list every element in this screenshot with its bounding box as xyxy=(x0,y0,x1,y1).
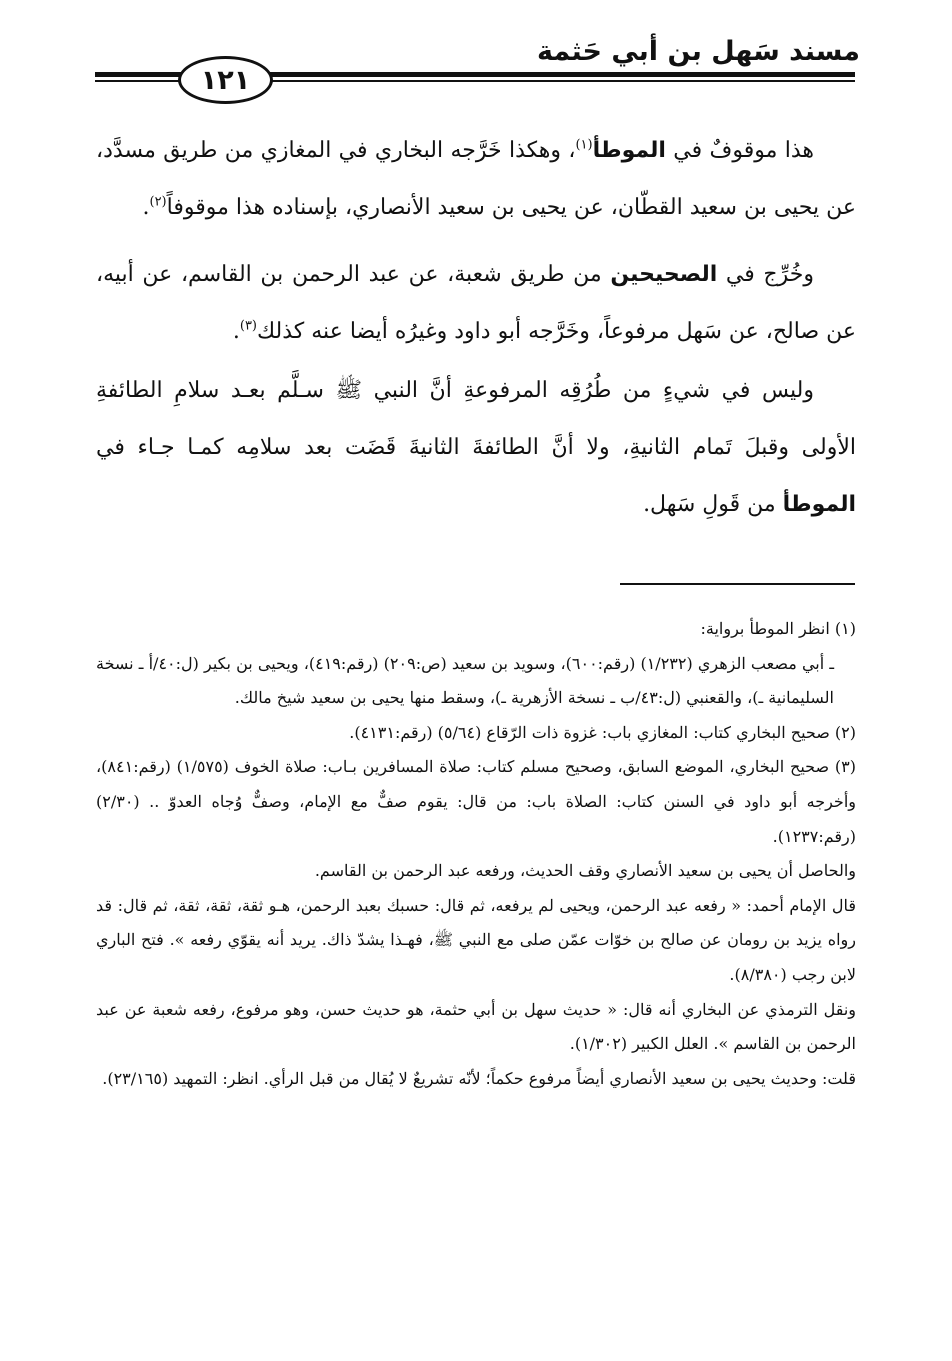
text-run: من طريق شعبة، عن عبد الرحمن بن القاسم، عن أبيه، عن صالح، عن سَهل مرفوعاً، وخَرَّجه أبو داود وغيرُه أيضا عنه كذلك xyxy=(96,262,856,344)
footnote-line: والحاصل أن يحيى بن سعيد الأنصاري وقف الحديث، ورفعه عبد الرحمن بن القاسم. xyxy=(314,861,856,881)
paragraph-1 xyxy=(96,122,856,236)
book-title-muwatta: الموطأ xyxy=(592,138,666,163)
footnote-line: ونقل الترمذي عن البخاري أنه قال: « حديث سهل بن أبي حثمة، هو حديث حسن، وهو مرفوع، رفعه شعبة عن عبد الرحمن بن القاسم ». العلل الكبير (١/٣٠٢). xyxy=(96,999,856,1054)
page-number: ١٢١ xyxy=(178,56,273,104)
footnote-line: (١) انظر الموطأ برواية: xyxy=(700,619,856,638)
footnote-ref-2: (٢) xyxy=(149,194,167,210)
paragraph-3 xyxy=(96,362,856,533)
main-text xyxy=(96,122,856,533)
book-title-sahihain: الصحيحين xyxy=(610,262,718,287)
text-run: . xyxy=(142,195,150,220)
running-header-title: مسند سَهل بن أبي حَثمة xyxy=(537,36,860,67)
paragraph-2 xyxy=(96,246,856,360)
footnote-ref-3: (٣) xyxy=(239,318,257,334)
book-title-muwatta: الموطأ xyxy=(782,492,856,517)
text-run: من قَولِ سَهل. xyxy=(643,492,783,517)
text-run: ، وهكذا خَرَّجه البخاري في المغازي من طريق مسدَّد، عن يحيى بن سعيد القطّان، عن يحيى بن سعيد الأنصاري، بإسناده هذا موقوفاً xyxy=(96,138,856,220)
footnote-ref-1: (١) xyxy=(575,137,593,153)
footnote-line: قال الإمام أحمد: « رفعه عبد الرحمن، ويحيى لم يرفعه، ثم قال: حسبك بعبد الرحمن، هـو ثقة، ثقة، ثقة، ثم قال: قد رواه يزيد بن رومان عن صالح بن خوّات عمّن صلى مع النبي ﷺ، فهـذا يشدّ ذاك. يريد أنه يقوّي رفعه ». فتح الباري لابن رجب (٨/٣٨٠). xyxy=(96,895,856,984)
text-run: وليس في شيءٍ من طُرُقِه المرفوعةِ أنَّ النبي ﷺ سـلَّم بعـد سلامِ الطائفةِ الأولى وقبلَ تَمام الثانيةِ، ولا أنَّ الطائفةَ الثانيةَ قَضَت بعد سلامِه كمـا جـاء في xyxy=(96,378,856,460)
footnote-line: (٣) صحيح البخاري، الموضع السابق، وصحيح مسلم كتاب: صلاة المسافرين بـاب: صلاة الخوف (١/٥٧٥) (رقم:٨٤١)، وأخرجه أبو داود في السنن كتاب: الصلاة باب: من قال: يقوم صفٌّ مع الإمام، وصفٌّ وُجاه العدوّ .. (٢/٣٠) (رقم:١٢٣٧). xyxy=(96,757,856,846)
footnote-line: (٢) صحيح البخاري كتاب: المغازي باب: غزوة ذات الرّقاع (٥/٦٤) (رقم:٤١٣١). xyxy=(349,722,856,742)
footnote-line: قلت: وحديث يحيى بن سعيد الأنصاري أيضاً مرفوع حكماً؛ لأنّه تشريعٌ لا يُقال من قبل الرأي. انظر: التمهيد (٢٣/١٦٥). xyxy=(102,1068,856,1088)
text-run: وخُرِّج في xyxy=(717,262,814,287)
text-run: . xyxy=(232,319,240,344)
footnote-line: ـ أبي مصعب الزهري (١/٢٣٢) (رقم:٦٠٠)، وسويد بن سعيد (ص:٢٠٩) (رقم:٤١٩)، ويحيى بن بكير (ل:٤٠/أ ـ نسخة السليمانية ـ)، والقعنبي (ل:٤٣/ب ـ نسخة الأزهرية ـ)، وسقط منها يحيى بن سعيد شيخ مالك. xyxy=(96,653,834,708)
footnote-separator xyxy=(620,583,855,585)
text-run: هذا موقوفٌ في xyxy=(665,138,814,163)
footnotes xyxy=(96,612,856,1096)
